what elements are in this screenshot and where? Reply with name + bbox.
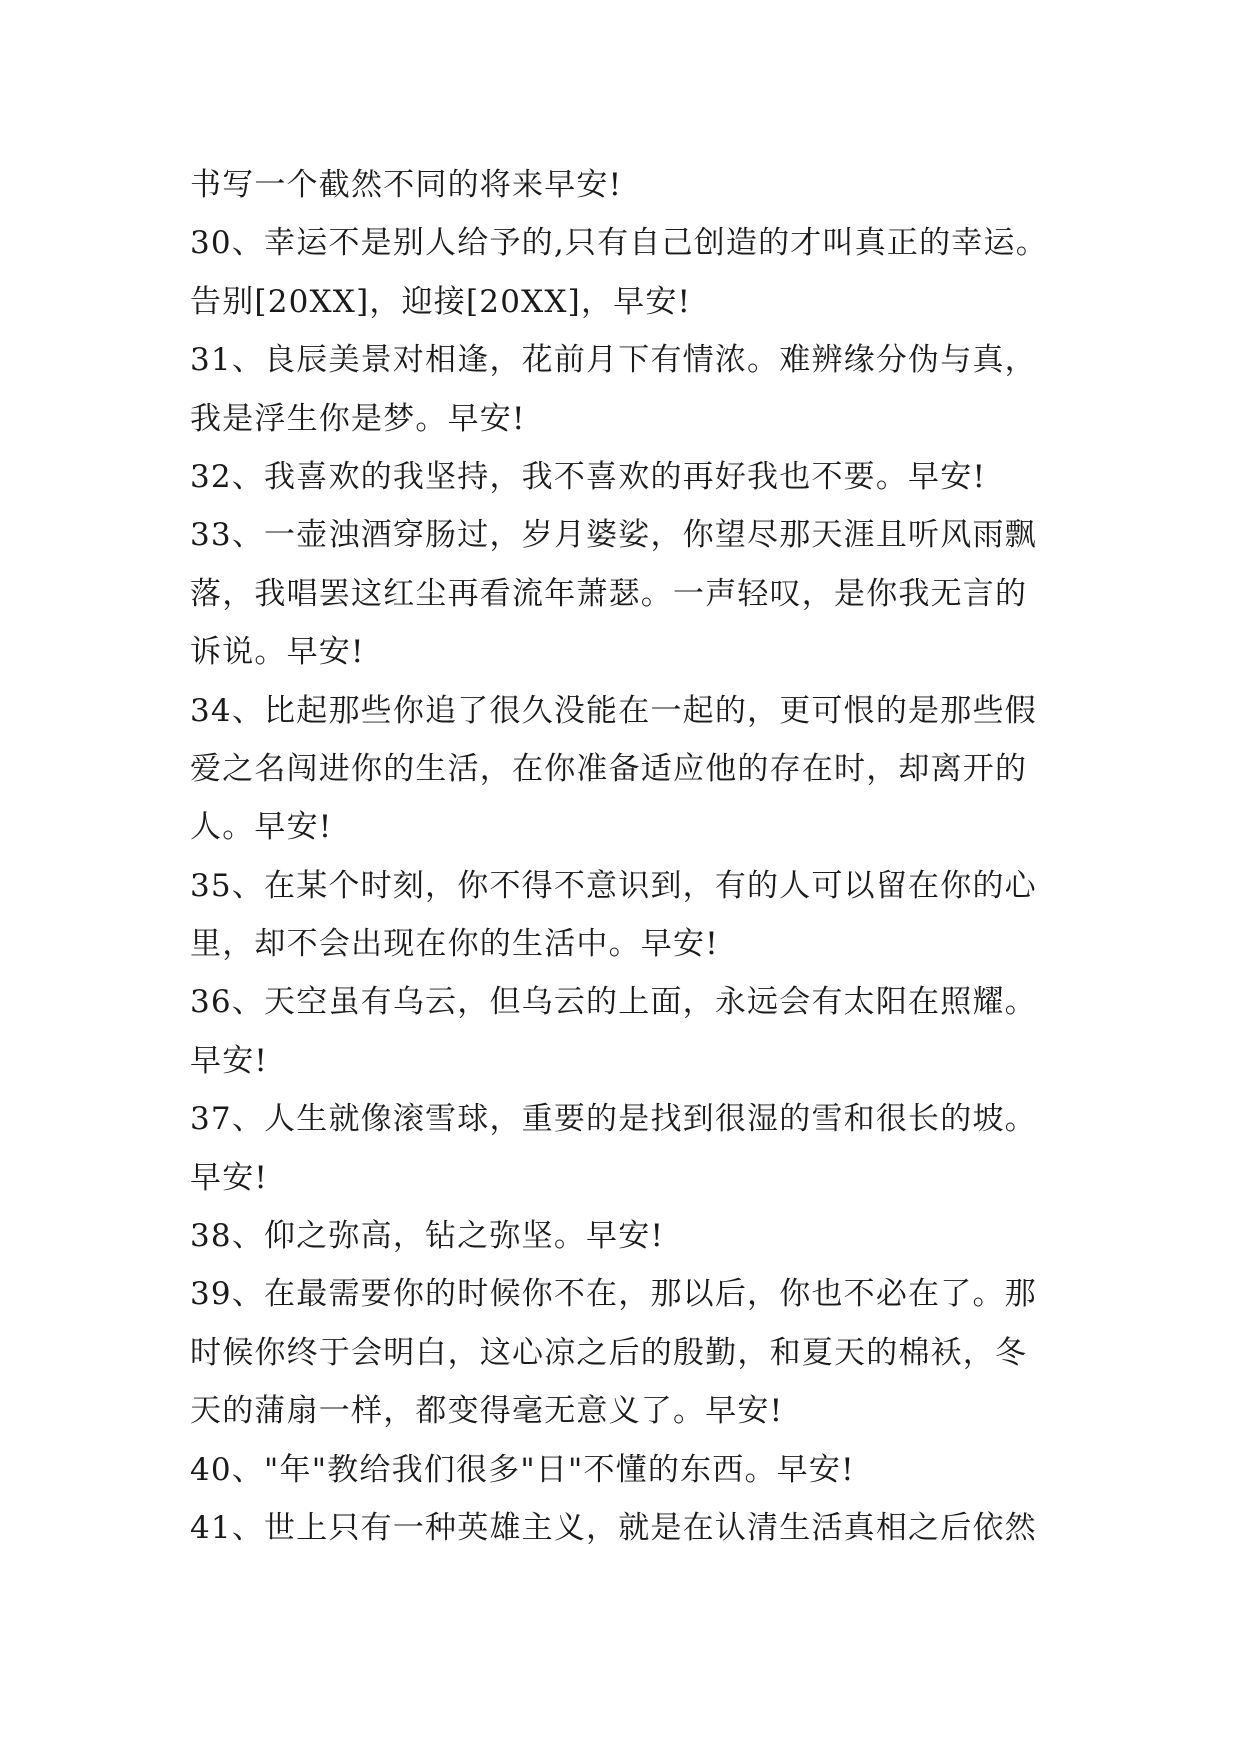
text-line: 落，我唱罢这红尘再看流年萧瑟。一声轻叹，是你我无言的 [190,575,1028,612]
text-line: 早安! [190,1159,269,1196]
text-line: 我是浮生你是梦。早安! [190,400,526,437]
text-line: 早安! [190,1042,269,1079]
text-line: 32、我喜欢的我坚持，我不喜欢的再好我也不要。早安! [190,458,987,495]
document-body [190,156,1080,1557]
text-line: 41、世上只有一种英雄主义，就是在认清生活真相之后依然 [190,1509,1037,1546]
text-line: 39、在最需要你的时候你不在，那以后，你也不必在了。那 [190,1276,1037,1313]
text-line: 告别[20XX]，迎接[20XX]，早安! [190,283,692,320]
text-line: 35、在某个时刻，你不得不意识到，有的人可以留在你的心 [190,867,1037,904]
text-line: 里，却不会出现在你的生活中。早安! [190,926,719,963]
text-line: 31、良辰美景对相逢，花前月下有情浓。难辨缘分伪与真， [190,342,1037,379]
text-line: 爱之名闯进你的生活，在你准备适应他的存在时，却离开的 [190,750,1028,787]
text-line: 书写一个截然不同的将来早安! [190,167,623,203]
text-line: 38、仰之弥高，钻之弥坚。早安! [190,1218,665,1255]
text-line: 诉说。早安! [190,634,365,671]
text-line: 34、比起那些你追了很久没能在一起的，更可恨的是那些假 [190,692,1037,729]
text-line: 时候你终于会明白，这心凉之后的殷勤，和夏天的棉袄，冬 [190,1334,1028,1371]
text-line: 天的蒲扇一样，都变得毫无意义了。早安! [190,1393,784,1430]
text-line: 36、天空虽有乌云，但乌云的上面，永远会有太阳在照耀。 [190,984,1037,1021]
text-line: 37、人生就像滚雪球，重要的是找到很湿的雪和很长的坡。 [190,1101,1037,1138]
text-line: 33、一壶浊酒穿肠过，岁月婆娑，你望尽那天涯且听风雨飘 [190,517,1037,554]
text-line: 30、幸运不是别人给予的,只有自己创造的才叫真正的幸运。 [190,225,1048,262]
text-line: 40、"年"教给我们很多"日"不懂的东西。早安! [190,1451,855,1488]
text-line: 人。早安! [190,809,333,846]
